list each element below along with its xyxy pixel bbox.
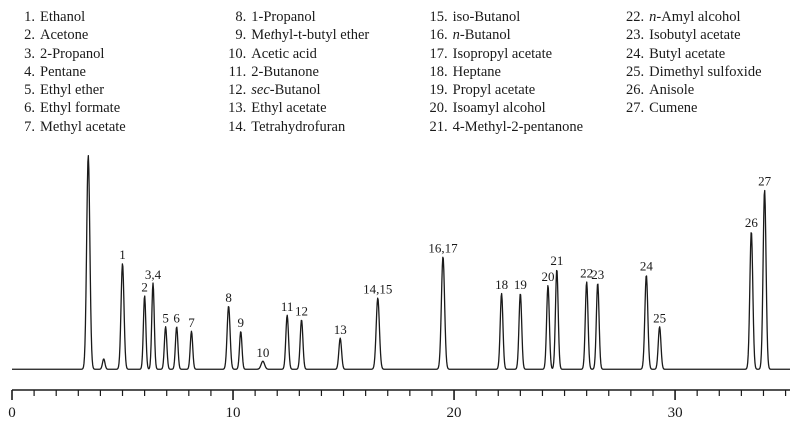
legend-item-number: 12. xyxy=(228,82,247,99)
legend-item-label: Dimethyl sulfoxide xyxy=(649,63,762,80)
legend-item-label: Isopropyl acetate xyxy=(452,45,553,62)
legend-item-number: 8. xyxy=(235,9,247,25)
peak-label: 25 xyxy=(653,310,667,326)
peak-label: 8 xyxy=(225,289,232,305)
legend-item xyxy=(14,63,225,81)
peak-label: 2 xyxy=(141,279,148,295)
legend-item xyxy=(623,26,800,44)
legend-item-number: 2. xyxy=(24,27,35,44)
legend-item-number: 26. xyxy=(626,82,645,99)
legend-item-label: Ethanol xyxy=(40,9,86,25)
legend-item xyxy=(427,8,624,26)
peak-label: 19 xyxy=(513,277,527,293)
legend-item-number: 20. xyxy=(429,100,448,117)
legend-item-label: Acetic acid xyxy=(251,45,317,62)
legend-item-label: Isoamyl alcohol xyxy=(452,100,546,117)
legend-item-number: 16. xyxy=(429,27,448,44)
peak-label: 26 xyxy=(744,215,758,230)
legend-item-label: Ethyl ether xyxy=(40,82,105,99)
legend-item xyxy=(225,63,426,81)
peak-label: 6 xyxy=(173,310,180,326)
legend-item-label: 2-Propanol xyxy=(40,45,105,62)
legend-item-number: 25. xyxy=(626,63,645,80)
legend-item xyxy=(225,8,426,26)
legend-item-number: 21. xyxy=(429,118,448,135)
legend-item xyxy=(14,26,225,44)
legend-item xyxy=(427,81,624,99)
legend-item xyxy=(225,26,426,44)
compound-legend xyxy=(0,0,800,134)
peak-label: 10 xyxy=(256,344,270,360)
legend-item-number: 6. xyxy=(24,100,35,117)
peak-label: 14,15 xyxy=(363,281,393,297)
peak-label: 21 xyxy=(550,252,564,268)
legend-item-label: 4-Methyl-2-pentanone xyxy=(452,118,584,135)
legend-item xyxy=(427,63,624,81)
peak-label: 9 xyxy=(237,315,245,331)
legend-item xyxy=(623,99,800,117)
legend-item xyxy=(623,8,800,26)
legend-item-label: Ethyl acetate xyxy=(251,100,327,117)
legend-item-number: 17. xyxy=(429,45,448,62)
legend-item-number: 4. xyxy=(24,63,35,80)
peak-label: 16,17 xyxy=(428,240,458,256)
legend-column xyxy=(225,8,426,134)
legend-item-label: Methyl-t-butyl ether xyxy=(251,27,370,44)
legend-column xyxy=(623,8,800,134)
legend-item-number: 22. xyxy=(626,9,645,25)
legend-column xyxy=(0,8,225,134)
peak-label: 13 xyxy=(333,321,347,337)
legend-item-label: 2-Butanone xyxy=(251,63,319,80)
legend-item-label: 1-Propanol xyxy=(251,9,316,25)
peak-label: 3,4 xyxy=(144,266,162,282)
legend-item-number: 3. xyxy=(24,45,35,62)
legend-item xyxy=(225,81,426,99)
legend-item xyxy=(14,8,225,26)
legend-item-number: 15. xyxy=(429,9,448,25)
legend-item-label: Anisole xyxy=(649,82,695,99)
legend-item xyxy=(623,81,800,99)
legend-item-number: 1. xyxy=(24,9,35,25)
legend-item-number: 13. xyxy=(228,100,247,117)
legend-item-number: 11. xyxy=(228,63,247,80)
x-axis-tick-label: 30 xyxy=(667,405,683,421)
legend-item-number: 5. xyxy=(24,82,35,99)
chromatogram-svg xyxy=(0,134,800,426)
legend-item-label: iso-Butanol xyxy=(452,9,521,25)
peak-label: 24 xyxy=(639,258,653,274)
peak-label: 5 xyxy=(162,310,169,326)
peak-label: 18 xyxy=(495,277,509,293)
legend-item-number: 19. xyxy=(429,82,448,99)
legend-item-number: 27. xyxy=(626,100,645,117)
legend-item-label: Heptane xyxy=(452,63,501,80)
legend-item-number: 7. xyxy=(24,118,35,135)
legend-item-number: 18. xyxy=(429,63,448,80)
peak-label: 27 xyxy=(758,173,772,189)
peak-label: 22 xyxy=(580,265,594,281)
legend-item-label: sec-Butanol xyxy=(251,82,321,99)
peak-label: 23 xyxy=(591,266,605,282)
legend-item-label: Cumene xyxy=(649,100,698,117)
legend-item-label: Methyl acetate xyxy=(40,118,126,135)
legend-item-number: 24. xyxy=(626,45,645,62)
legend-item-number: 9. xyxy=(235,27,247,44)
legend-item-label: Ethyl formate xyxy=(40,100,121,117)
legend-item-label: Isobutyl acetate xyxy=(649,27,741,44)
legend-item xyxy=(623,45,800,63)
legend-column xyxy=(427,8,624,134)
legend-item-label: Butyl acetate xyxy=(649,45,726,62)
legend-item-label: Tetrahydrofuran xyxy=(251,118,346,135)
legend-item xyxy=(14,99,225,117)
chromatogram-plot xyxy=(0,134,800,426)
peak-label: 20 xyxy=(541,269,555,285)
peak-label: 1 xyxy=(119,247,126,263)
x-axis-tick-label: 10 xyxy=(225,405,241,421)
legend-item-label: n-Butanol xyxy=(452,27,511,44)
legend-item xyxy=(14,45,225,63)
legend-item xyxy=(427,99,624,117)
legend-item-label: n-Amyl alcohol xyxy=(649,9,741,25)
legend-item-label: Propyl acetate xyxy=(452,82,536,99)
x-axis-tick-label: 0 xyxy=(8,405,16,421)
peak-label: 7 xyxy=(188,315,195,331)
legend-item-number: 23. xyxy=(626,27,645,44)
legend-item-label: Pentane xyxy=(40,63,86,80)
legend-item-label: Acetone xyxy=(40,27,89,44)
legend-item xyxy=(623,63,800,81)
chromatogram-trace xyxy=(12,156,790,370)
legend-item xyxy=(225,45,426,63)
legend-item xyxy=(427,45,624,63)
peak-label: 12 xyxy=(295,303,309,319)
legend-item-number: 14. xyxy=(228,118,247,135)
legend-item-number: 10. xyxy=(228,45,247,62)
peak-label: 11 xyxy=(280,298,294,314)
x-axis-tick-label: 20 xyxy=(446,405,462,421)
legend-item xyxy=(14,81,225,99)
legend-item xyxy=(427,26,624,44)
legend-item xyxy=(225,99,426,117)
